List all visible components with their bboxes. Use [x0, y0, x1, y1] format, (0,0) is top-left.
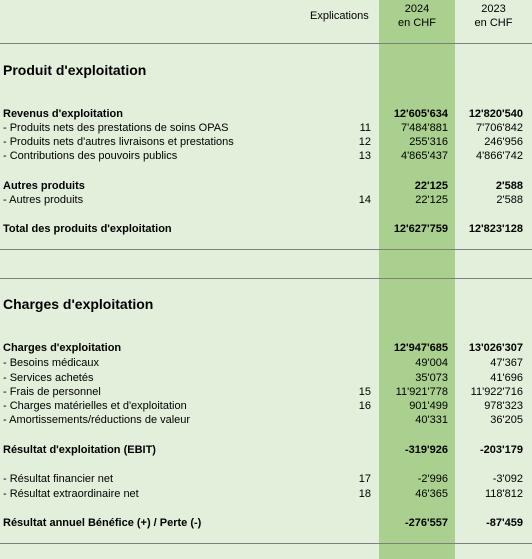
value-2024: 7'484'881 [400, 122, 448, 134]
value-2024: 12'605'634 [393, 108, 448, 120]
row-label: - Services achetés [3, 372, 94, 384]
value-2024: 11'921'778 [395, 386, 448, 398]
value-2023: 41'696 [490, 372, 523, 384]
year-2024-header: 2024 [404, 3, 430, 15]
value-2024: 22'125 [415, 194, 448, 206]
value-2024: -2'996 [417, 473, 448, 485]
value-2023: 7'706'842 [475, 122, 523, 134]
row-label: Revenus d'exploitation [3, 108, 123, 120]
value-2023: 246'956 [484, 136, 523, 148]
section-title-charges: Charges d'exploitation [3, 296, 154, 312]
note-ref: 12 [358, 136, 371, 148]
explications-header: Explications [310, 10, 369, 22]
value-2023: 2'588 [495, 180, 523, 192]
divider [0, 43, 532, 44]
unit-2023-header: en CHF [474, 17, 513, 29]
note-ref: 16 [358, 400, 371, 412]
value-2023: 47'367 [490, 357, 523, 369]
row-label: - Besoins médicaux [3, 357, 99, 369]
row-label: Autres produits [3, 180, 85, 192]
note-ref: 14 [358, 194, 371, 206]
divider [0, 543, 532, 544]
value-2023: -3'092 [492, 473, 523, 485]
value-2023: 118'812 [485, 488, 523, 500]
section-title-produit: Produit d'exploitation [3, 62, 147, 78]
divider [0, 249, 532, 250]
value-2023: -203'179 [480, 444, 523, 456]
value-2024: 22'125 [414, 180, 448, 192]
result-2024: -276'557 [405, 517, 448, 529]
value-2023: 4'866'742 [475, 150, 523, 162]
row-label: - Résultat extraordinaire net [3, 488, 139, 500]
value-2024: 40'331 [415, 414, 448, 426]
note-ref: 17 [358, 473, 371, 485]
row-label: - Frais de personnel [3, 386, 101, 398]
row-label: - Produits nets des prestations de soins OPAS [3, 122, 229, 134]
result-2023: -87'459 [486, 517, 523, 529]
result-row-label: Résultat annuel Bénéfice (+) / Perte (-) [3, 517, 202, 529]
value-2024: 46'365 [415, 488, 448, 500]
row-label: - Amortissements/réductions de valeur [3, 414, 191, 426]
note-ref: 13 [358, 150, 371, 162]
note-ref: 15 [358, 386, 371, 398]
value-2023: 978'323 [484, 400, 523, 412]
value-2023: 2'588 [496, 194, 523, 206]
divider [0, 278, 532, 279]
value-2024: 255'316 [409, 136, 448, 148]
total-row-label: Total des produits d'exploitation [3, 223, 172, 235]
value-2024: 35'073 [415, 372, 448, 384]
row-label: Résultat d'exploitation (EBIT) [3, 444, 156, 456]
unit-2024-header: en CHF [398, 17, 436, 29]
row-label: - Résultat financier net [3, 473, 114, 485]
value-2023: 36'205 [490, 414, 523, 426]
row-label: - Produits nets d'autres livraisons et prestations [3, 136, 234, 148]
row-label: - Charges matérielles et d'exploitation [3, 400, 187, 412]
value-2024: 49'004 [415, 357, 448, 369]
row-label: Charges d'exploitation [3, 342, 122, 354]
value-2023: 13'026'307 [468, 342, 523, 354]
note-ref: 18 [358, 488, 371, 500]
value-2023: 11'922'716 [470, 386, 523, 398]
value-2024: 4'865'437 [400, 150, 448, 162]
row-label: - Autres produits [3, 194, 84, 206]
year-2023-header: 2023 [481, 3, 506, 15]
value-2024: -319'926 [405, 444, 448, 456]
row-label: - Contributions des pouvoirs publics [3, 150, 178, 162]
total-2023: 12'823'128 [468, 223, 523, 235]
value-2024: 901'499 [409, 400, 448, 412]
total-2024: 12'627'759 [393, 223, 448, 235]
value-2024: 12'947'685 [393, 342, 448, 354]
note-ref: 11 [359, 122, 371, 134]
value-2023: 12'820'540 [468, 108, 523, 120]
